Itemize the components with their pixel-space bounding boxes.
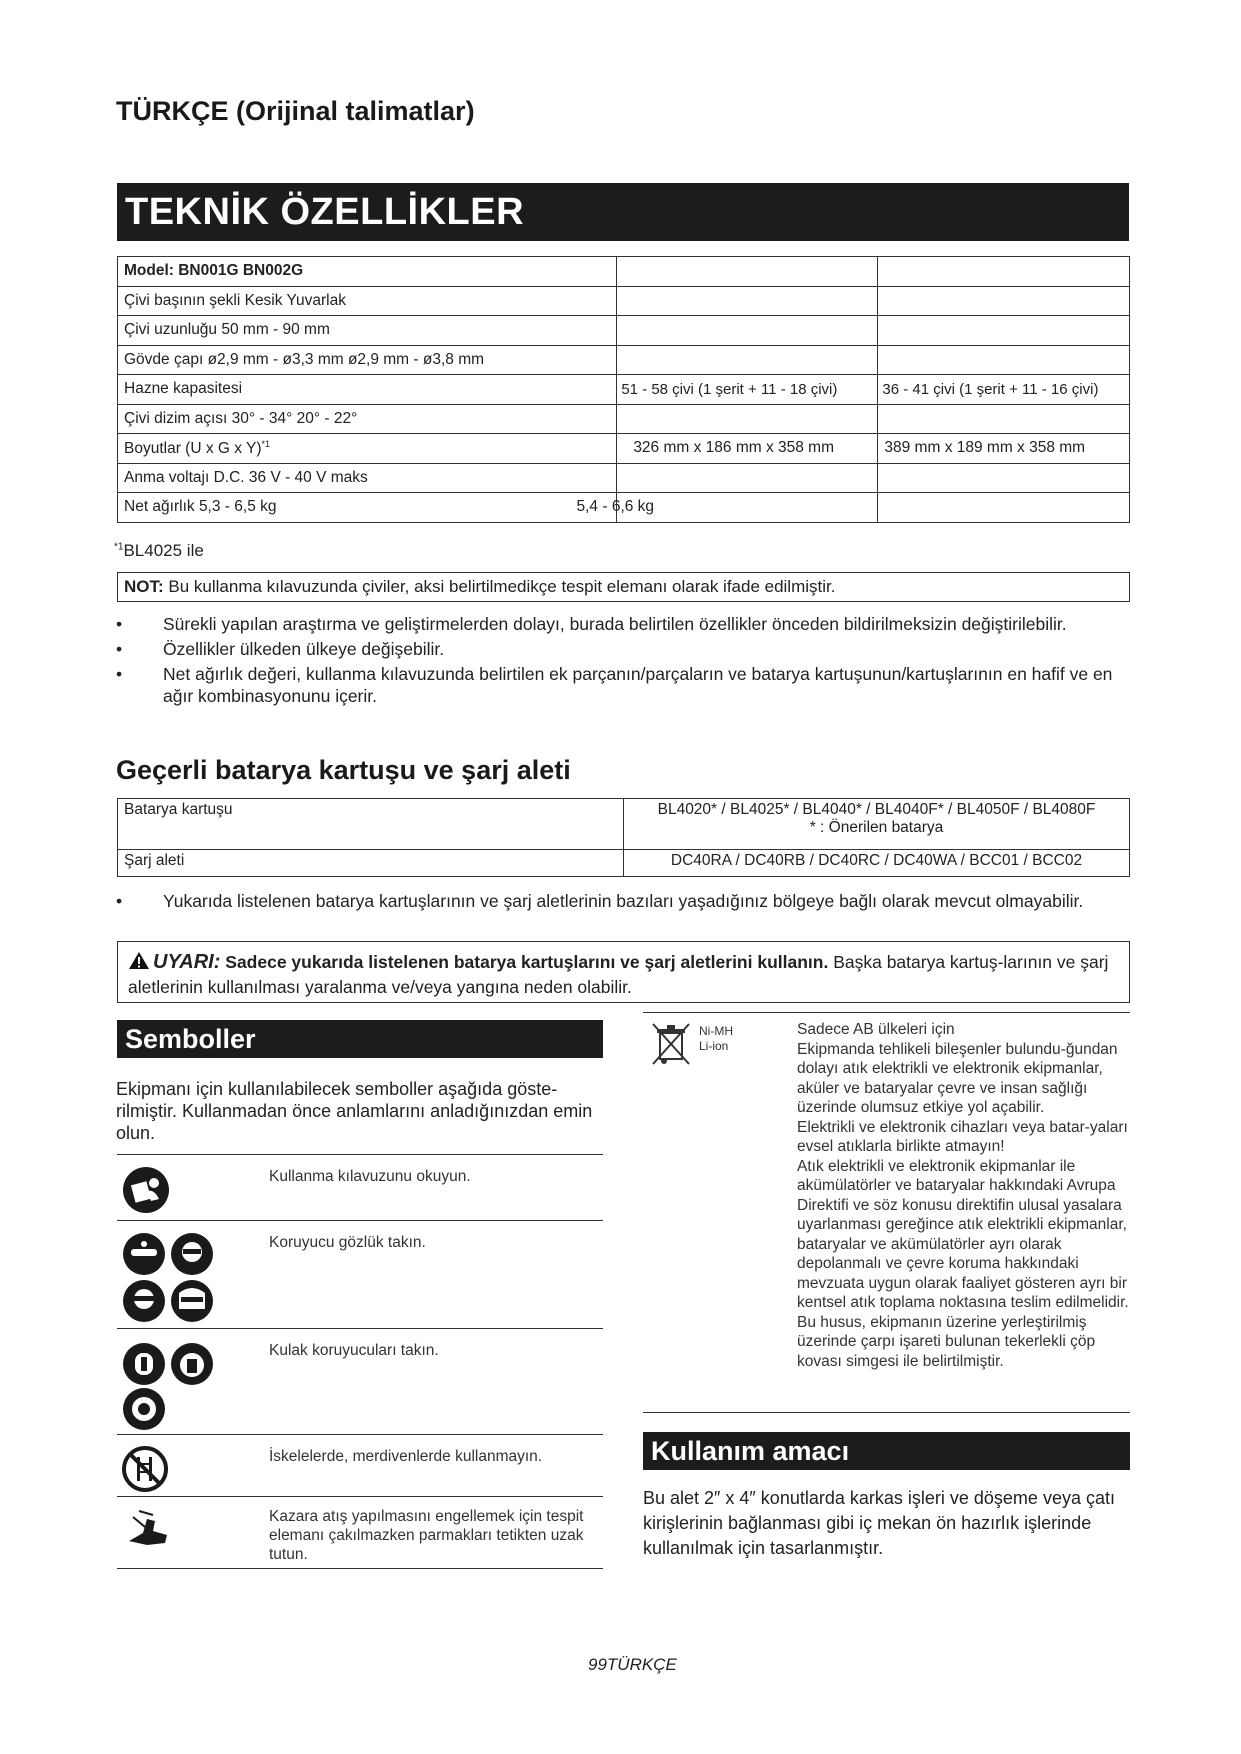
footnote: $^{*1}$BL4025 ile [114,541,204,560]
no-ladder-icon [121,1445,169,1498]
spec-cell [617,345,878,375]
finger-off-trigger-icon [125,1505,171,1560]
spec-label: Boyutlar (U x G x Y)$^{*1}$ [118,434,617,464]
spec-label: Çivi uzunluğu 50 mm - 90 mm [118,316,617,346]
symbol-row [117,1220,603,1329]
spec-cell: 51 - 58 çivi (1 şerit + 11 - 18 çivi) [617,375,878,405]
table-row [118,799,1130,850]
table-row [118,286,1130,316]
table-row [118,345,1130,375]
spec-cell: 36 - 41 çivi (1 şerit + 11 - 16 çivi) [878,375,1130,405]
table-row [118,850,1130,877]
table-row [118,375,1130,405]
symbol-text: Kulak koruyucuları takın. [269,1342,439,1359]
symbol-text: Kazara atış yapılmasını engellemek için tespit elemanı çakılmazken parmakları tetikten uzak tutun. [269,1508,584,1563]
spec-label: Gövde çapı ø2,9 mm - ø3,3 mm ø2,9 mm - ø3,8 mm [118,345,617,375]
spec-cell [878,404,1130,434]
table-row [118,463,1130,493]
symbol-text: Kullanma kılavuzunu okuyun. [269,1168,471,1185]
symbol-row [117,1496,603,1569]
spec-label: Çivi başının şekli Kesik Yuvarlak [118,286,617,316]
battery-table [117,798,1130,877]
battery-bullets [116,890,1126,915]
symbols-heading: Semboller [117,1020,603,1058]
spec-cell [878,286,1130,316]
battery-value: BL4020* / BL4025* / BL4040* / BL4040F* / BL4050F / BL4080F * : Önerilen batarya [624,799,1130,850]
list-item: • Yukarıda listelenen batarya kartuşlarının ve şarj aletlerinin bazıları yaşadığınız bölgeye bağlı olarak mevcut olmayabilir. [116,890,1126,912]
read-manual-icon [121,1165,171,1220]
charger-value: DC40RA / DC40RB / DC40RC / DC40WA / BCC01 / BCC02 [624,850,1130,877]
table-row [118,316,1130,346]
language-title: TÜRKÇE (Orijinal talimatlar) [116,96,475,126]
warning-bold: Sadece yukarıda listelenen batarya kartuşlarını ve şarj aletlerini kullanın. [220,952,829,972]
spec-label: Çivi dizim açısı 30° - 34° 20° - 22° [118,404,617,434]
spec-cell [617,286,878,316]
table-row [118,257,1130,287]
page-number: 99TÜRKÇE [588,1655,677,1674]
list-item: • Net ağırlık değeri, kullanma kılavuzunda belirtilen ek parçanın/parçaların ve batarya kartuşunun/kartuşlarının en hafif ve en ağır kombinasyonunu içerir. [116,663,1126,707]
spec-cell [617,316,878,346]
spec-cell: 389 mm x 189 mm x 358 mm [878,434,1130,464]
symbol-row [117,1154,603,1221]
ear-protection-icon [121,1341,221,1438]
warning-triangle-icon [128,951,150,976]
spec-cell [878,463,1130,493]
spec-label: Anma voltajı D.C. 36 V - 40 V maks [118,463,617,493]
spec-cell [617,493,878,523]
symbol-text: İskelelerde, merdivenlerde kullanmayın. [269,1448,543,1465]
spec-model: Model: BN001G BN002G [118,257,617,287]
battery-label: Batarya kartuşu [118,799,624,850]
battery-type-label: Li-ion [699,1039,729,1053]
symbol-row [117,1434,603,1497]
spec-cell [617,404,878,434]
specs-heading: TEKNİK ÖZELLİKLER [117,183,1129,241]
warning-title: UYARI: [153,951,221,973]
spec-label: Net ağırlık 5,3 - 6,5 kg 5,4 - 6,6 kg [118,493,617,523]
safety-glasses-icon [121,1231,221,1330]
battery-type-label: Ni-MH [699,1024,733,1038]
note-label: NOT: [124,577,164,596]
weee-battery-types [699,1024,733,1054]
usage-text: Bu alet 2″ x 4″ konutlarda karkas işleri ve döşeme veya çatı kirişlerinin bağlanması gibi iç mekan ön hazırlık işlerinde kullanılmak için tasarlanmıştır. [643,1488,1115,1558]
note-text: Bu kullanma kılavuzunda çiviler, aksi belirtilmedikçe tespit elemanı olarak ifade edilmiştir. [163,577,836,596]
table-row [118,493,1130,523]
battery-note: * : Önerilen batarya [809,819,944,836]
divider [643,1412,1130,1413]
spec-bullets [116,613,1126,710]
warning-text: Başka batarya kartuş-larının ve şarj aletlerinin kullanılması yaralanma ve/veya yangına neden olabilir. [128,952,1109,997]
spec-label: Hazne kapasitesi [118,375,617,405]
weee-text: Sadece AB ülkeleri için Ekipmanda tehlikeli bileşenler bulundu-ğundan dolayı atık elektrikli ve elektronik ekipmanlar, aküler ve bataryalar çevre ve insan sağlığı üzerinde olumsuz etkiye yol açabilir. Elektrikli ve elektronik cihazları veya batar-yaları evsel atıklarla birlikte atmayın! Atık elektrikli ve elektronik ekipmanlar ile akümülatörler ve bataryalar hakkındaki Avrupa Direktifi ve söz konusu direktifin ulusal yasalara uyarlanması gereğince atık elektrikli ekipmanlar, bataryalar ve akümülatörler ayrı olarak depolanmalı ve çevre koruma hakkındaki mevzuata uygun olarak faaliyet gösteren ayrı bir kentsel atık toplama noktasına teslim edilmelidir. Bu husus, ekipmanın üzerine yerleştirilmiş üzerinde çarpı işareti bulunan tekerlekli çöp kovası simgesi ile belirtilmiştir. [797,1021,1129,1370]
table-row [118,434,1130,464]
list-item: • Sürekli yapılan araştırma ve geliştirmelerden dolayı, burada belirtilen özellikler önceden bildirilmeksizin değiştirilebilir. [116,613,1126,635]
note-box [117,572,1130,602]
battery-heading: Geçerli batarya kartuşu ve şarj aleti [116,755,571,785]
divider [643,1012,1130,1013]
charger-label: Şarj aleti [118,850,624,877]
symbol-row [117,1328,603,1435]
spec-cell [878,257,1130,287]
warning-box [117,941,1130,1003]
table-row [118,404,1130,434]
spec-cell [878,345,1130,375]
symbols-intro: Ekipmanı için kullanılabilecek semboller aşağıda göste-rilmiştir. Kullanmadan önce anlamlarını anladığınızdan emin olun. [116,1079,593,1143]
spec-extra-value: 5,4 - 6,6 kg [576,498,655,516]
spec-cell [617,463,878,493]
spec-cell [878,316,1130,346]
spec-cell [617,257,878,287]
list-item: • Özellikler ülkeden ülkeye değişebilir. [116,638,1126,660]
usage-heading: Kullanım amacı [643,1432,1130,1470]
symbol-text: Koruyucu gözlük takın. [269,1234,426,1251]
spec-cell [878,493,1130,523]
divider [117,1568,603,1569]
specs-table [117,256,1130,523]
crossed-bin-icon [650,1021,692,1072]
spec-cell: 326 mm x 186 mm x 358 mm [617,434,878,464]
